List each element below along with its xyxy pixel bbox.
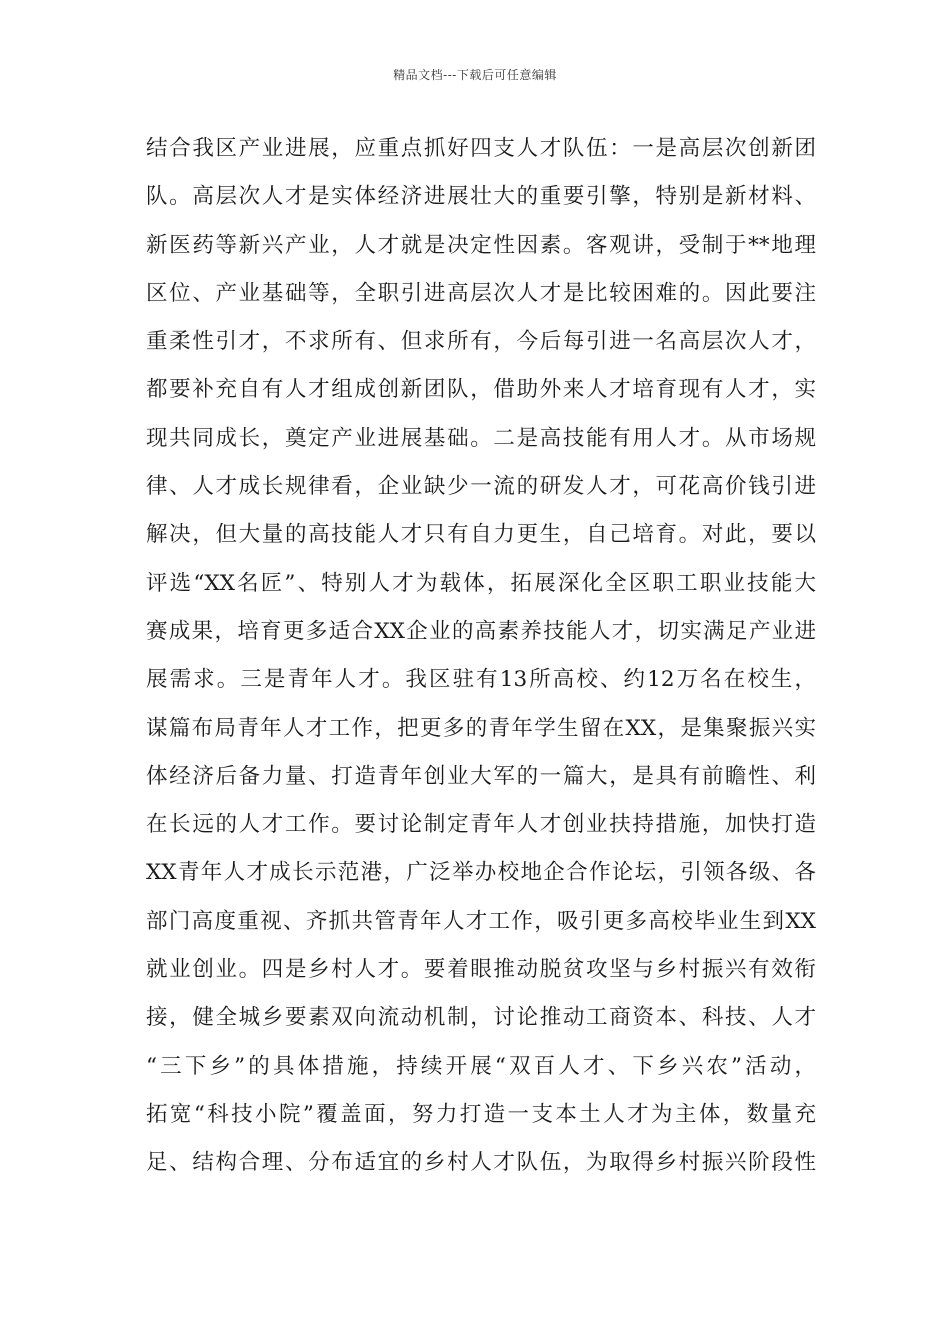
text-line: 新医药等新兴产业，人才就是决定性因素。客观讲，受制于**地理 (146, 232, 816, 258)
text-line: 拓宽“科技小院”覆盖面，努力打造一支本土人才为主体，数量充 (146, 1101, 816, 1127)
page-header: 精品文档---下载后可任意编辑 (393, 68, 557, 82)
text-line: 部门高度重视、齐抓共管青年人才工作，吸引更多高校毕业生到XX (146, 908, 816, 934)
text-line: 赛成果，培育更多适合XX企业的高素养技能人才，切实满足产业进 (146, 618, 816, 644)
text-line: 足、结构合理、分布适宜的乡村人才队伍，为取得乡村振兴阶段性 (146, 1150, 816, 1176)
text-line: 都要补充自有人才组成创新团队，借助外来人才培育现有人才，实 (146, 377, 816, 403)
text-line: 解决，但大量的高技能人才只有自力更生，自己培育。对此，要以 (146, 522, 816, 548)
text-line: 接，健全城乡要素双向流动机制，讨论推动工商资本、科技、人才 (146, 1005, 816, 1031)
text-line: 评选“XX名匠”、特别人才为载体，拓展深化全区职工职业技能大 (146, 570, 816, 596)
text-line: 重柔性引才，不求所有、但求所有，今后每引进一名高层次人才， (146, 329, 816, 355)
text-line: XX青年人才成长示范港，广泛举办校地企合作论坛，引领各级、各 (146, 860, 816, 886)
text-line: 区位、产业基础等，全职引进高层次人才是比较困难的。因此要注 (146, 280, 816, 306)
text-line: 就业创业。四是乡村人才。要着眼推动脱贫攻坚与乡村振兴有效衔 (146, 957, 816, 983)
text-line: “三下乡”的具体措施，持续开展“双百人才、下乡兴农”活动， (146, 1053, 816, 1079)
text-line: 展需求。三是青年人才。我区驻有13所高校、约12万名在校生， (146, 667, 816, 693)
text-line: 结合我区产业进展，应重点抓好四支人才队伍：一是高层次创新团 (146, 136, 816, 161)
text-line: 谋篇布局青年人才工作，把更多的青年学生留在XX，是集聚振兴实 (146, 715, 816, 741)
text-line: 律、人才成长规律看，企业缺少一流的研发人才，可花高价钱引进 (146, 474, 816, 500)
text-line: 体经济后备力量、打造青年创业大军的一篇大，是具有前瞻性、利 (146, 763, 816, 789)
text-line: 现共同成长，奠定产业进展基础。二是高技能有用人才。从市场规 (146, 425, 816, 451)
text-line: 队。高层次人才是实体经济进展壮大的重要引擎，特别是新材料、 (146, 184, 816, 210)
text-line: 在长远的人才工作。要讨论制定青年人才创业扶持措施，加快打造 (146, 812, 816, 838)
body-paragraph (146, 125, 816, 1188)
